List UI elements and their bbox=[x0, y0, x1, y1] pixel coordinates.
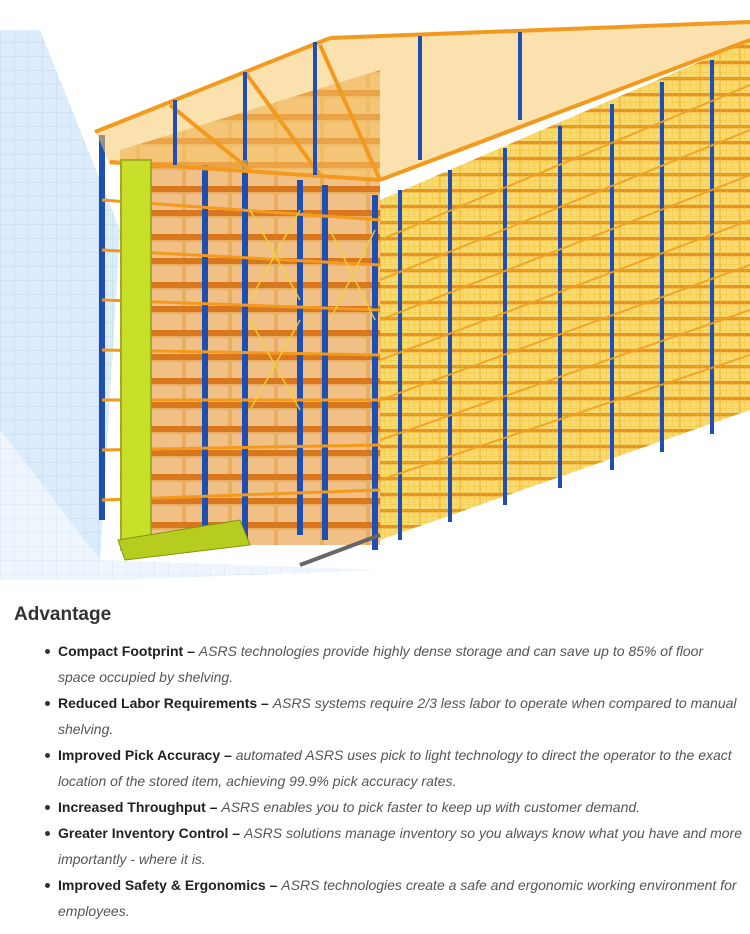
stacker-crane-mast bbox=[121, 160, 151, 550]
item-description: ASRS technologies provide highly dense storage and can save up to 85% of floor space occupied by shelving. bbox=[58, 643, 704, 685]
item-term: Increased Throughput – bbox=[58, 799, 218, 815]
list-item bbox=[58, 872, 744, 924]
item-term: Improved Pick Accuracy – bbox=[58, 747, 232, 763]
list-item bbox=[58, 638, 744, 690]
item-description: ASRS systems require 2/3 less labor to operate when compared to manual shelving. bbox=[58, 695, 737, 737]
section-title: Advantage bbox=[14, 604, 112, 625]
item-term: Improved Safety & Ergonomics – bbox=[58, 877, 278, 893]
advantage-section bbox=[14, 604, 744, 924]
item-description: ASRS solutions manage inventory so you always know what you have and more importantly - where it is. bbox=[58, 825, 742, 867]
item-description: ASRS enables you to pick faster to keep up with customer demand. bbox=[221, 799, 641, 815]
item-term: Compact Footprint – bbox=[58, 643, 195, 659]
list-item bbox=[58, 794, 744, 820]
list-item bbox=[58, 742, 744, 794]
list-item bbox=[58, 820, 744, 872]
item-term: Greater Inventory Control – bbox=[58, 825, 241, 841]
item-term: Reduced Labor Requirements – bbox=[58, 695, 269, 711]
item-description: ASRS technologies create a safe and ergonomic working environment for employees. bbox=[58, 877, 737, 919]
list-item bbox=[58, 690, 744, 742]
item-description: automated ASRS uses pick to light technology to direct the operator to the exact location of the stored item, achieving 99.9% pick accuracy rates. bbox=[58, 747, 732, 789]
advantage-list bbox=[14, 638, 744, 924]
